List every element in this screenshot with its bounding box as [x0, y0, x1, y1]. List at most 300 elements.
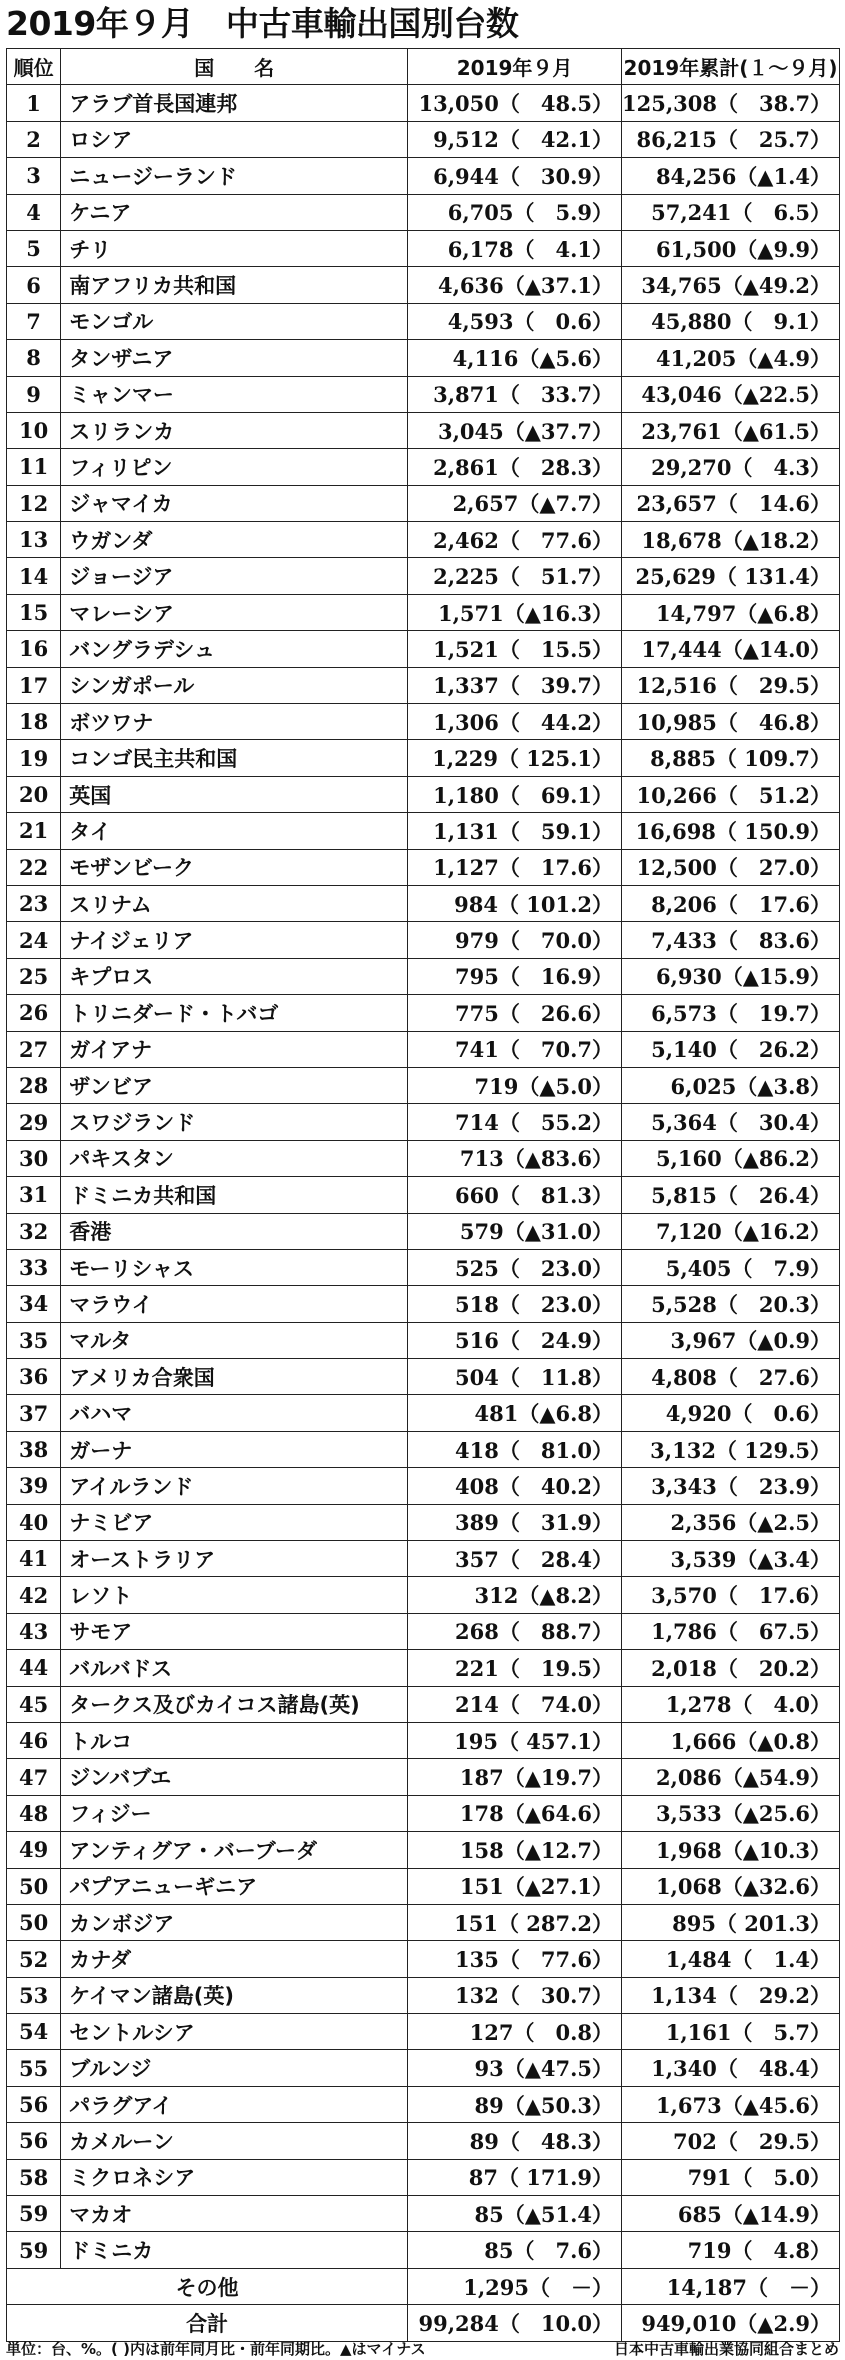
country-cell: 香港	[61, 1213, 408, 1249]
rank-cell: 55	[7, 2050, 61, 2086]
cumulative-cell: 18,678（▲18.2）	[622, 522, 840, 558]
cumulative-cell: 84,256（▲1.4）	[622, 158, 840, 194]
country-cell: スワジランド	[61, 1104, 408, 1140]
country-cell: アメリカ合衆国	[61, 1359, 408, 1395]
cumulative-cell: 7,120（▲16.2）	[622, 1213, 840, 1249]
table-row	[7, 1104, 840, 1140]
country-cell: パラグアイ	[61, 2086, 408, 2122]
rank-cell: 1	[7, 85, 61, 121]
september-cell: 4,636（▲37.1）	[408, 267, 622, 303]
table-row	[7, 1249, 840, 1285]
table-row	[7, 412, 840, 448]
country-cell: アンティグア・バーブーダ	[61, 1832, 408, 1868]
table-row	[7, 340, 840, 376]
rank-cell: 59	[7, 2196, 61, 2232]
table-row	[7, 885, 840, 921]
cumulative-cell: 2,086（▲54.9）	[622, 1759, 840, 1795]
rank-cell: 33	[7, 1249, 61, 1285]
september-cell: 3,045（▲37.7）	[408, 412, 622, 448]
country-cell: キプロス	[61, 958, 408, 994]
rank-cell: 5	[7, 230, 61, 266]
cumulative-cell: 34,765（▲49.2）	[622, 267, 840, 303]
cumulative-cell: 4,808（ 27.6）	[622, 1359, 840, 1395]
rank-cell: 7	[7, 303, 61, 339]
cumulative-cell: 3,533（▲25.6）	[622, 1795, 840, 1831]
september-cell: 6,944（ 30.9）	[408, 158, 622, 194]
september-cell: 9,512（ 42.1）	[408, 121, 622, 157]
rank-cell: 50	[7, 1868, 61, 1904]
cumulative-cell: 29,270（ 4.3）	[622, 449, 840, 485]
september-cell: 312（▲8.2）	[408, 1577, 622, 1613]
table-row	[7, 813, 840, 849]
table-row	[7, 1322, 840, 1358]
header-september: 2019年９月	[408, 49, 622, 85]
table-row	[7, 1977, 840, 2013]
table-row	[7, 1431, 840, 1467]
cumulative-cell: 4,920（ 0.6）	[622, 1395, 840, 1431]
table-row	[7, 522, 840, 558]
country-cell: シンガポール	[61, 667, 408, 703]
rank-cell: 2	[7, 121, 61, 157]
cumulative-cell: 1,673（▲45.6）	[622, 2086, 840, 2122]
table-row	[7, 2050, 840, 2086]
table-row	[7, 2196, 840, 2232]
export-table	[6, 48, 840, 2342]
country-cell: マラウイ	[61, 1286, 408, 1322]
country-cell: 南アフリカ共和国	[61, 267, 408, 303]
table-row	[7, 1541, 840, 1577]
country-cell: マレーシア	[61, 594, 408, 630]
table-row	[7, 449, 840, 485]
country-cell: スリナム	[61, 885, 408, 921]
country-cell: ザンビア	[61, 1067, 408, 1103]
table-header-row	[7, 49, 840, 85]
september-cell: 579（▲31.0）	[408, 1213, 622, 1249]
september-cell: 504（ 11.8）	[408, 1359, 622, 1395]
country-cell: ドミニカ	[61, 2232, 408, 2268]
table-row	[7, 1286, 840, 1322]
rank-cell: 8	[7, 340, 61, 376]
country-cell: トリニダード・トバゴ	[61, 995, 408, 1031]
table-row	[7, 267, 840, 303]
september-cell: 1,127（ 17.6）	[408, 849, 622, 885]
rank-cell: 19	[7, 740, 61, 776]
september-cell: 151（▲27.1）	[408, 1868, 622, 1904]
cumulative-cell: 1,278（ 4.0）	[622, 1686, 840, 1722]
september-cell: 135（ 77.6）	[408, 1941, 622, 1977]
cumulative-cell: 5,815（ 26.4）	[622, 1177, 840, 1213]
rank-cell: 31	[7, 1177, 61, 1213]
cumulative-cell: 3,539（▲3.4）	[622, 1541, 840, 1577]
rank-cell: 6	[7, 267, 61, 303]
table-row	[7, 1686, 840, 1722]
table-row	[7, 303, 840, 339]
september-cell: 516（ 24.9）	[408, 1322, 622, 1358]
table-row	[7, 1468, 840, 1504]
cumulative-cell: 791（ 5.0）	[622, 2159, 840, 2195]
cumulative-cell: 702（ 29.5）	[622, 2123, 840, 2159]
rank-cell: 56	[7, 2123, 61, 2159]
country-cell: フィジー	[61, 1795, 408, 1831]
september-cell: 719（▲5.0）	[408, 1067, 622, 1103]
rank-cell: 12	[7, 485, 61, 521]
september-cell: 2,861（ 28.3）	[408, 449, 622, 485]
september-cell: 4,116（▲5.6）	[408, 340, 622, 376]
september-cell: 13,050（ 48.5）	[408, 85, 622, 121]
rank-cell: 28	[7, 1067, 61, 1103]
cumulative-cell: 86,215（ 25.7）	[622, 121, 840, 157]
cumulative-cell: 5,405（ 7.9）	[622, 1249, 840, 1285]
total-september: 99,284（ 10.0）	[408, 2305, 622, 2341]
country-cell: ミクロネシア	[61, 2159, 408, 2195]
september-cell: 6,178（ 4.1）	[408, 230, 622, 266]
rank-cell: 27	[7, 1031, 61, 1067]
rank-cell: 3	[7, 158, 61, 194]
country-cell: バングラデシュ	[61, 631, 408, 667]
country-cell: ナミビア	[61, 1504, 408, 1540]
cumulative-cell: 6,930（▲15.9）	[622, 958, 840, 994]
header-country: 国 名	[61, 49, 408, 85]
table-row	[7, 1140, 840, 1176]
september-cell: 1,337（ 39.7）	[408, 667, 622, 703]
country-cell: オーストラリア	[61, 1541, 408, 1577]
september-cell: 1,306（ 44.2）	[408, 704, 622, 740]
country-cell: タークス及びカイコス諸島(英)	[61, 1686, 408, 1722]
country-cell: ガーナ	[61, 1431, 408, 1467]
september-cell: 85（ 7.6）	[408, 2232, 622, 2268]
september-cell: 525（ 23.0）	[408, 1249, 622, 1285]
cumulative-cell: 45,880（ 9.1）	[622, 303, 840, 339]
september-cell: 127（ 0.8）	[408, 2014, 622, 2050]
rank-cell: 21	[7, 813, 61, 849]
september-cell: 178（▲64.6）	[408, 1795, 622, 1831]
country-cell: ナイジェリア	[61, 922, 408, 958]
september-cell: 408（ 40.2）	[408, 1468, 622, 1504]
september-cell: 1,229（ 125.1）	[408, 740, 622, 776]
country-cell: コンゴ民主共和国	[61, 740, 408, 776]
header-rank: 順位	[7, 49, 61, 85]
country-cell: ボツワナ	[61, 704, 408, 740]
rank-cell: 47	[7, 1759, 61, 1795]
table-row	[7, 1722, 840, 1758]
table-row	[7, 1941, 840, 1977]
table-row	[7, 1868, 840, 1904]
cumulative-cell: 12,500（ 27.0）	[622, 849, 840, 885]
table-row	[7, 1395, 840, 1431]
cumulative-cell: 1,786（ 67.5）	[622, 1613, 840, 1649]
country-cell: ガイアナ	[61, 1031, 408, 1067]
table-body	[7, 85, 840, 2268]
others-label: その他	[7, 2268, 408, 2304]
footer-note: 単位：台、%。( )内は前年同月比・前年同期比。▲はマイナス	[6, 2340, 426, 2358]
cumulative-cell: 3,343（ 23.9）	[622, 1468, 840, 1504]
cumulative-cell: 3,967（▲0.9）	[622, 1322, 840, 1358]
cumulative-cell: 23,761（▲61.5）	[622, 412, 840, 448]
rank-cell: 40	[7, 1504, 61, 1540]
table-row	[7, 704, 840, 740]
country-cell: ドミニカ共和国	[61, 1177, 408, 1213]
september-cell: 1,571（▲16.3）	[408, 594, 622, 630]
september-cell: 713（▲83.6）	[408, 1140, 622, 1176]
september-cell: 6,705（ 5.9）	[408, 194, 622, 230]
cumulative-cell: 895（ 201.3）	[622, 1904, 840, 1940]
rank-cell: 56	[7, 2086, 61, 2122]
page-title: 2019年９月 中古車輸出国別台数	[6, 4, 519, 43]
cumulative-cell: 2,018（ 20.2）	[622, 1650, 840, 1686]
others-row	[7, 2268, 840, 2304]
table-row	[7, 1031, 840, 1067]
cumulative-cell: 719（ 4.8）	[622, 2232, 840, 2268]
country-cell: レソト	[61, 1577, 408, 1613]
cumulative-cell: 5,160（▲86.2）	[622, 1140, 840, 1176]
rank-cell: 38	[7, 1431, 61, 1467]
september-cell: 89（ 48.3）	[408, 2123, 622, 2159]
cumulative-cell: 23,657（ 14.6）	[622, 485, 840, 521]
september-cell: 1,521（ 15.5）	[408, 631, 622, 667]
country-cell: バハマ	[61, 1395, 408, 1431]
rank-cell: 43	[7, 1613, 61, 1649]
footer-source: 日本中古車輸出業協同組合まとめ	[613, 2340, 839, 2358]
september-cell: 979（ 70.0）	[408, 922, 622, 958]
table-row	[7, 594, 840, 630]
rank-cell: 48	[7, 1795, 61, 1831]
september-cell: 2,462（ 77.6）	[408, 522, 622, 558]
cumulative-cell: 3,132（ 129.5）	[622, 1431, 840, 1467]
table-row	[7, 85, 840, 121]
september-cell: 93（▲47.5）	[408, 2050, 622, 2086]
table-row	[7, 2123, 840, 2159]
country-cell: アイルランド	[61, 1468, 408, 1504]
table-row	[7, 995, 840, 1031]
september-cell: 518（ 23.0）	[408, 1286, 622, 1322]
rank-cell: 18	[7, 704, 61, 740]
rank-cell: 9	[7, 376, 61, 412]
table-row	[7, 158, 840, 194]
september-cell: 221（ 19.5）	[408, 1650, 622, 1686]
rank-cell: 15	[7, 594, 61, 630]
table-row	[7, 485, 840, 521]
table-row	[7, 922, 840, 958]
country-cell: パキスタン	[61, 1140, 408, 1176]
header-cumulative: 2019年累計(１～９月)	[622, 49, 840, 85]
rank-cell: 32	[7, 1213, 61, 1249]
country-cell: ジンバブエ	[61, 1759, 408, 1795]
cumulative-cell: 17,444（▲14.0）	[622, 631, 840, 667]
footer	[6, 2336, 839, 2360]
total-label: 合計	[7, 2305, 408, 2341]
september-cell: 389（ 31.9）	[408, 1504, 622, 1540]
table-row	[7, 1613, 840, 1649]
country-cell: モーリシャス	[61, 1249, 408, 1285]
rank-cell: 14	[7, 558, 61, 594]
rank-cell: 17	[7, 667, 61, 703]
september-cell: 984（ 101.2）	[408, 885, 622, 921]
september-cell: 132（ 30.7）	[408, 1977, 622, 2013]
cumulative-cell: 1,968（▲10.3）	[622, 1832, 840, 1868]
rank-cell: 58	[7, 2159, 61, 2195]
table-row	[7, 558, 840, 594]
cumulative-cell: 2,356（▲2.5）	[622, 1504, 840, 1540]
september-cell: 268（ 88.7）	[408, 1613, 622, 1649]
rank-cell: 46	[7, 1722, 61, 1758]
rank-cell: 54	[7, 2014, 61, 2050]
rank-cell: 49	[7, 1832, 61, 1868]
september-cell: 660（ 81.3）	[408, 1177, 622, 1213]
table-row	[7, 1177, 840, 1213]
september-cell: 87（ 171.9）	[408, 2159, 622, 2195]
table-row	[7, 631, 840, 667]
table-row	[7, 1759, 840, 1795]
september-cell: 2,225（ 51.7）	[408, 558, 622, 594]
cumulative-cell: 1,068（▲32.6）	[622, 1868, 840, 1904]
country-cell: カナダ	[61, 1941, 408, 1977]
rank-cell: 37	[7, 1395, 61, 1431]
september-cell: 714（ 55.2）	[408, 1104, 622, 1140]
country-cell: フィリピン	[61, 449, 408, 485]
country-cell: ブルンジ	[61, 2050, 408, 2086]
rank-cell: 20	[7, 776, 61, 812]
cumulative-cell: 41,205（▲4.9）	[622, 340, 840, 376]
rank-cell: 39	[7, 1468, 61, 1504]
cumulative-cell: 5,140（ 26.2）	[622, 1031, 840, 1067]
september-cell: 2,657（▲7.7）	[408, 485, 622, 521]
table-row	[7, 376, 840, 412]
september-cell: 481（▲6.8）	[408, 1395, 622, 1431]
cumulative-cell: 10,985（ 46.8）	[622, 704, 840, 740]
total-cumulative: 949,010（▲2.9）	[622, 2305, 840, 2341]
country-cell: ウガンダ	[61, 522, 408, 558]
country-cell: マルタ	[61, 1322, 408, 1358]
september-cell: 89（▲50.3）	[408, 2086, 622, 2122]
rank-cell: 10	[7, 412, 61, 448]
table-row	[7, 740, 840, 776]
rank-cell: 26	[7, 995, 61, 1031]
table-row	[7, 1795, 840, 1831]
table-row	[7, 1832, 840, 1868]
table-row	[7, 2159, 840, 2195]
september-cell: 795（ 16.9）	[408, 958, 622, 994]
rank-cell: 41	[7, 1541, 61, 1577]
cumulative-cell: 14,797（▲6.8）	[622, 594, 840, 630]
table-row	[7, 1504, 840, 1540]
rank-cell: 59	[7, 2232, 61, 2268]
table-row	[7, 1650, 840, 1686]
rank-cell: 35	[7, 1322, 61, 1358]
table-row	[7, 1067, 840, 1103]
rank-cell: 50	[7, 1904, 61, 1940]
rank-cell: 44	[7, 1650, 61, 1686]
country-cell: ケイマン諸島(英)	[61, 1977, 408, 2013]
table-row	[7, 194, 840, 230]
country-cell: ミャンマー	[61, 376, 408, 412]
september-cell: 158（▲12.7）	[408, 1832, 622, 1868]
table-row	[7, 849, 840, 885]
rank-cell: 24	[7, 922, 61, 958]
cumulative-cell: 5,364（ 30.4）	[622, 1104, 840, 1140]
rank-cell: 16	[7, 631, 61, 667]
rank-cell: 52	[7, 1941, 61, 1977]
table-row	[7, 1213, 840, 1249]
table-row	[7, 121, 840, 157]
cumulative-cell: 7,433（ 83.6）	[622, 922, 840, 958]
country-cell: ニュージーランド	[61, 158, 408, 194]
others-september: 1,295（ －）	[408, 2268, 622, 2304]
country-cell: ロシア	[61, 121, 408, 157]
country-cell: モンゴル	[61, 303, 408, 339]
cumulative-cell: 61,500（▲9.9）	[622, 230, 840, 266]
rank-cell: 36	[7, 1359, 61, 1395]
september-cell: 195（ 457.1）	[408, 1722, 622, 1758]
september-cell: 418（ 81.0）	[408, 1431, 622, 1467]
cumulative-cell: 8,885（ 109.7）	[622, 740, 840, 776]
rank-cell: 42	[7, 1577, 61, 1613]
table-row	[7, 1577, 840, 1613]
cumulative-cell: 1,340（ 48.4）	[622, 2050, 840, 2086]
cumulative-cell: 6,025（▲3.8）	[622, 1067, 840, 1103]
cumulative-cell: 10,266（ 51.2）	[622, 776, 840, 812]
country-cell: トルコ	[61, 1722, 408, 1758]
september-cell: 4,593（ 0.6）	[408, 303, 622, 339]
rank-cell: 11	[7, 449, 61, 485]
country-cell: チリ	[61, 230, 408, 266]
cumulative-cell: 1,134（ 29.2）	[622, 1977, 840, 2013]
cumulative-cell: 8,206（ 17.6）	[622, 885, 840, 921]
september-cell: 3,871（ 33.7）	[408, 376, 622, 412]
rank-cell: 53	[7, 1977, 61, 2013]
cumulative-cell: 685（▲14.9）	[622, 2196, 840, 2232]
cumulative-cell: 3,570（ 17.6）	[622, 1577, 840, 1613]
rank-cell: 4	[7, 194, 61, 230]
cumulative-cell: 12,516（ 29.5）	[622, 667, 840, 703]
others-cumulative: 14,187（ －）	[622, 2268, 840, 2304]
table-row	[7, 1359, 840, 1395]
country-cell: カメルーン	[61, 2123, 408, 2159]
september-cell: 1,131（ 59.1）	[408, 813, 622, 849]
country-cell: ジョージア	[61, 558, 408, 594]
country-cell: バルバドス	[61, 1650, 408, 1686]
country-cell: セントルシア	[61, 2014, 408, 2050]
table-row	[7, 958, 840, 994]
september-cell: 85（▲51.4）	[408, 2196, 622, 2232]
country-cell: タンザニア	[61, 340, 408, 376]
rank-cell: 13	[7, 522, 61, 558]
cumulative-cell: 5,528（ 20.3）	[622, 1286, 840, 1322]
table-row	[7, 667, 840, 703]
cumulative-cell: 43,046（▲22.5）	[622, 376, 840, 412]
country-cell: パプアニューギニア	[61, 1868, 408, 1904]
september-cell: 151（ 287.2）	[408, 1904, 622, 1940]
rank-cell: 29	[7, 1104, 61, 1140]
cumulative-cell: 125,308（ 38.7）	[622, 85, 840, 121]
rank-cell: 25	[7, 958, 61, 994]
cumulative-cell: 16,698（ 150.9）	[622, 813, 840, 849]
cumulative-cell: 1,484（ 1.4）	[622, 1941, 840, 1977]
september-cell: 357（ 28.4）	[408, 1541, 622, 1577]
country-cell: サモア	[61, 1613, 408, 1649]
country-cell: タイ	[61, 813, 408, 849]
table-row	[7, 2086, 840, 2122]
country-cell: スリランカ	[61, 412, 408, 448]
table-row	[7, 1904, 840, 1940]
september-cell: 214（ 74.0）	[408, 1686, 622, 1722]
cumulative-cell: 6,573（ 19.7）	[622, 995, 840, 1031]
rank-cell: 22	[7, 849, 61, 885]
rank-cell: 45	[7, 1686, 61, 1722]
country-cell: マカオ	[61, 2196, 408, 2232]
cumulative-cell: 1,666（▲0.8）	[622, 1722, 840, 1758]
country-cell: ケニア	[61, 194, 408, 230]
table-row	[7, 230, 840, 266]
